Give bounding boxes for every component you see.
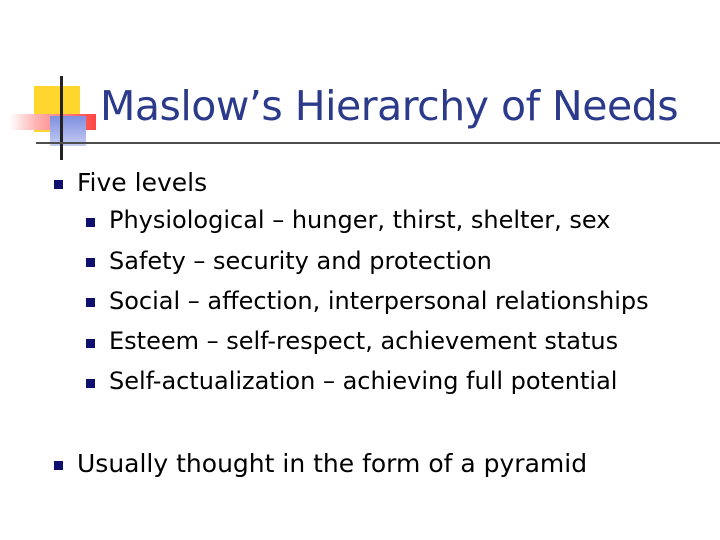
sub-bullet-icon <box>86 339 95 348</box>
title-decoration-vertical-line <box>60 76 63 160</box>
sub-bullet-esteem: Esteem – self-respect, achievement status <box>109 327 619 355</box>
sub-bullet-safety: Safety – security and protection <box>109 247 492 275</box>
bullet-text-pyramid: Usually thought in the form of a pyramid <box>77 449 588 478</box>
sub-bullet-physiological: Physiological – hunger, thirst, shelter, sex <box>109 206 611 234</box>
title-underline <box>36 142 720 144</box>
sub-bullet-icon <box>86 298 95 307</box>
sub-bullet-icon <box>86 218 95 227</box>
bullet-icon <box>54 180 63 189</box>
sub-bullet-icon <box>86 258 95 267</box>
bullet-text-five-levels: Five levels <box>77 168 208 197</box>
sub-bullet-social: Social – affection, interpersonal relationships <box>109 287 649 315</box>
bullet-icon <box>54 461 63 470</box>
sub-bullet-icon <box>86 379 95 388</box>
slide-title: Maslow’s Hierarchy of Needs <box>100 82 679 130</box>
sub-bullet-self-actualization: Self-actualization – achieving full potential <box>109 367 618 395</box>
